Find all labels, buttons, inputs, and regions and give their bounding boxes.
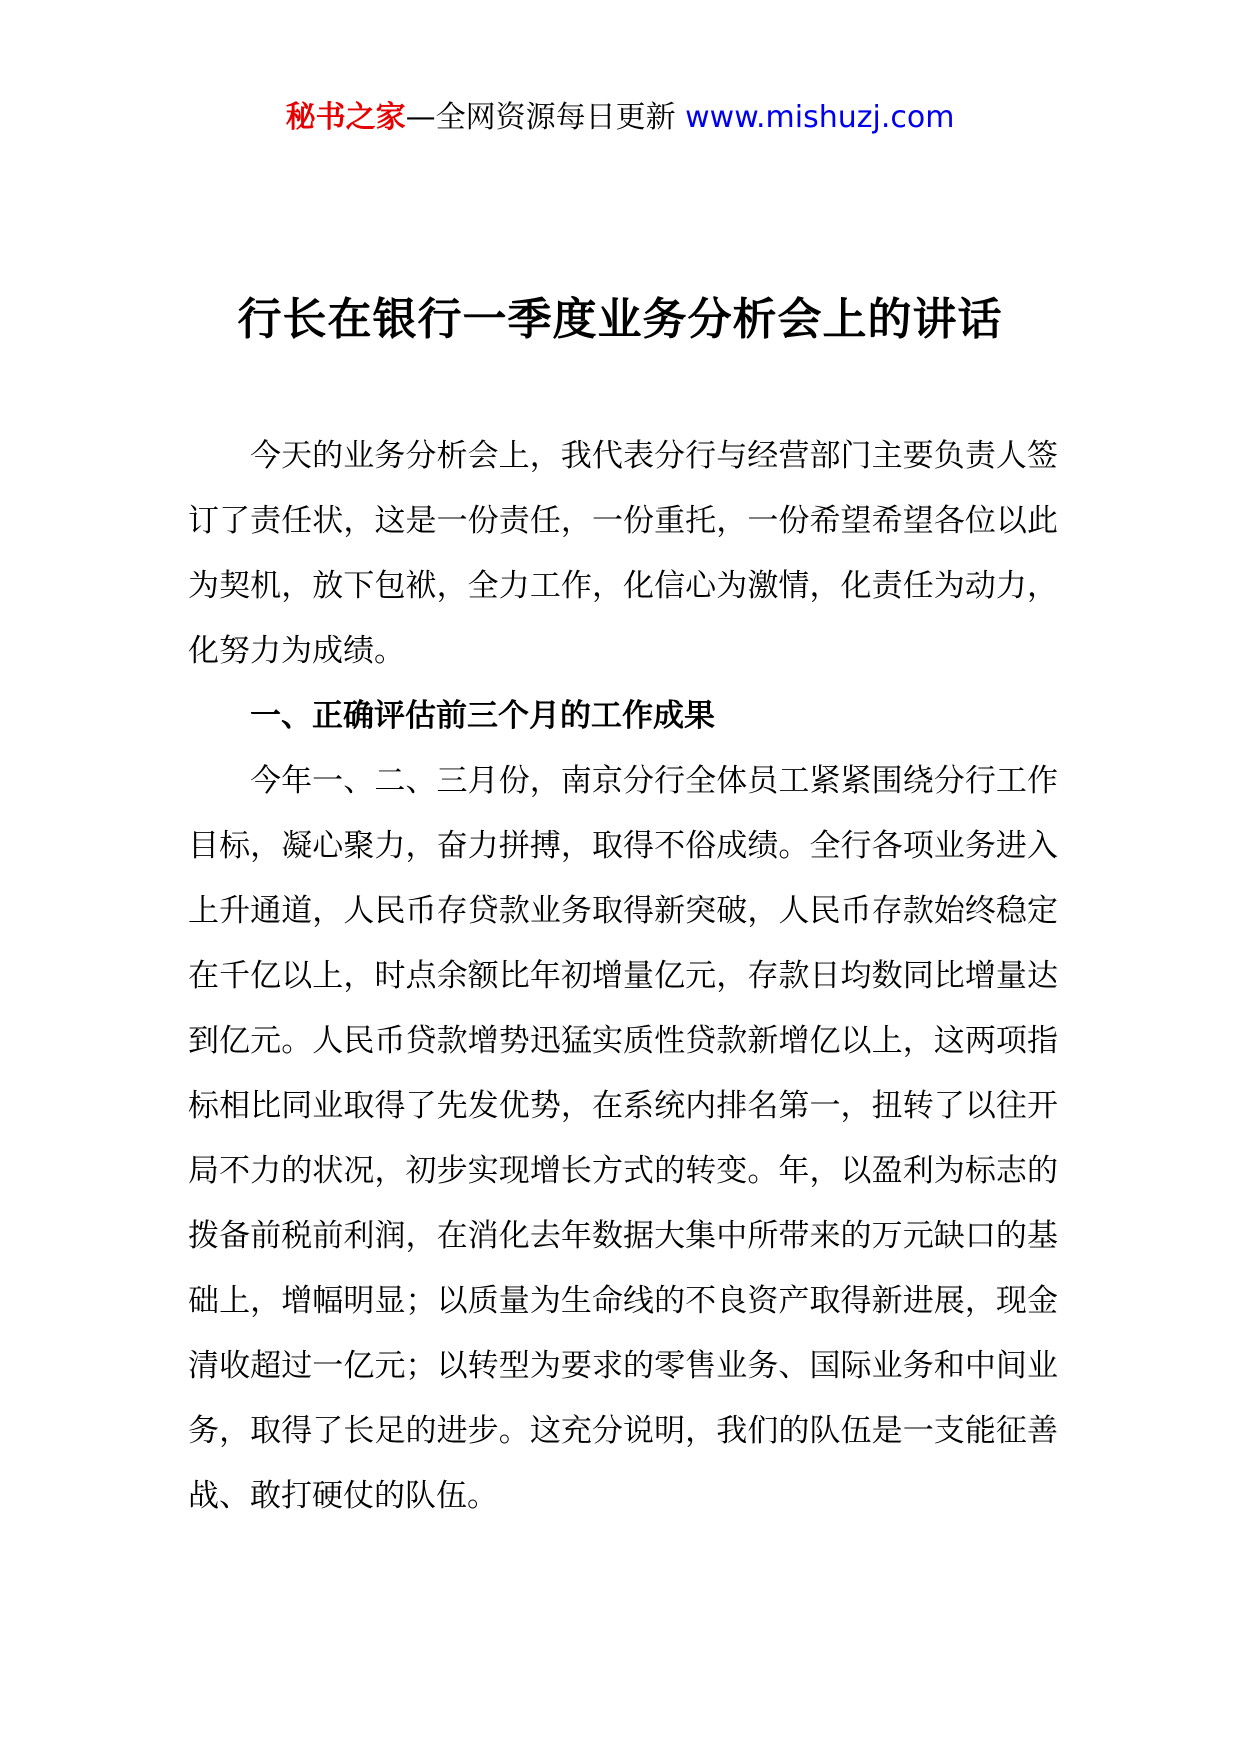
document-title: 行长在银行一季度业务分析会上的讲话: [237, 294, 1003, 345]
section-heading: 一、正确评估前三个月的工作成果: [250, 698, 715, 734]
paragraph-intro: 今天的业务分析会上，我代表分行与经营部门主要负责人签订了责任状，这是一份责任，一份重托，一份希望希望各位以此为契机，放下包袱，全力工作，化信心为激情，化责任为动力，化努力为成绩。: [188, 438, 1058, 669]
header-tagline: —全网资源每日更新: [405, 100, 676, 135]
page-header: [0, 98, 1240, 138]
paragraph-results: 今年一、二、三月份，南京分行全体员工紧紧围绕分行工作目标，凝心聚力，奋力拼搏，取得不俗成绩。全行各项业务进入上升通道，人民币存贷款业务取得新突破，人民币存款始终稳定在千亿以上，时点余额比年初增量亿元，存款日均数同比增量达到亿元。人民币贷款增势迅猛实质性贷款新增亿以上，这两项指标相比同业取得了先发优势，在系统内排名第一，扭转了以往开局不力的状况，初步实现增长方式的转变。年，以盈利为标志的拨备前税前利润，在消化去年数据大集中所带来的万元缺口的基础上，增幅明显；以质量为生命线的不良资产取得新进展，现金清收超过一亿元；以转型为要求的零售业务、国际业务和中间业务，取得了长足的进步。这充分说明，我们的队伍是一支能征善战、敢打硬仗的队伍。: [188, 763, 1058, 1514]
brand-name: 秘书之家: [285, 100, 406, 135]
website-link[interactable]: www.mishuzj.com: [685, 100, 955, 135]
document-body: [188, 424, 1058, 1529]
